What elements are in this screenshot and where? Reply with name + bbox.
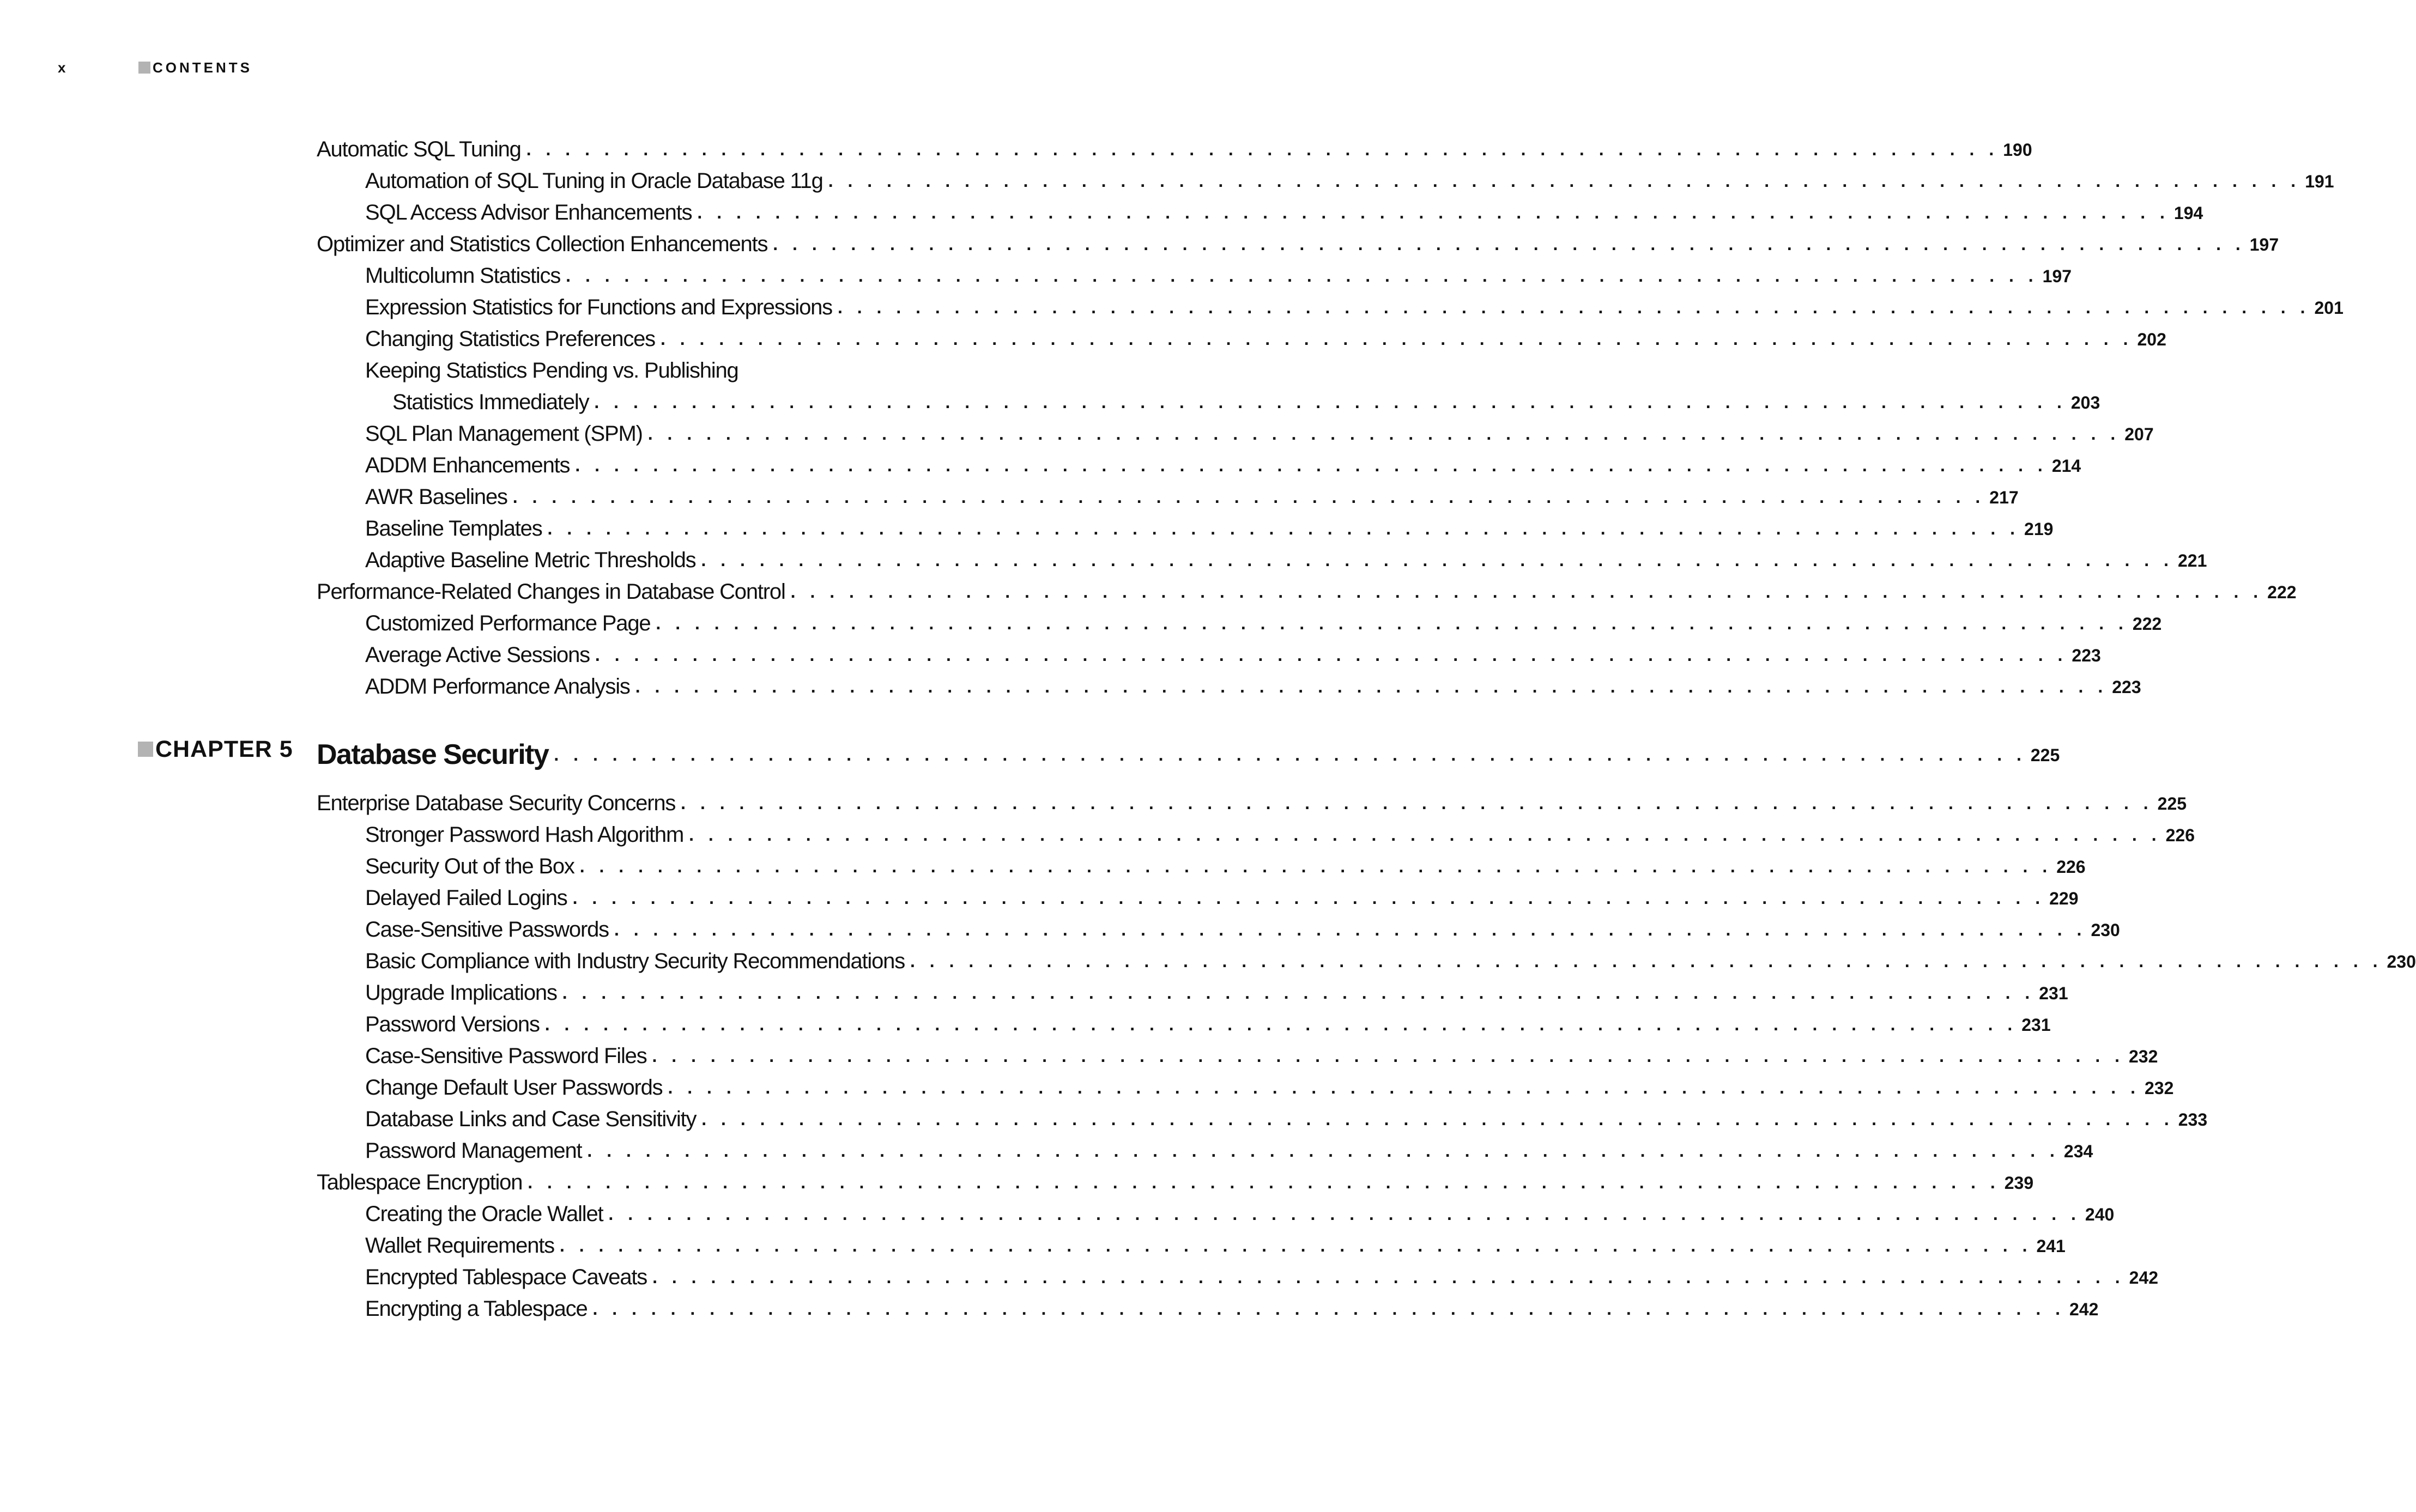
toc-entry[interactable] — [0, 162, 2334, 194]
toc-entry-title: Database Links and Case Sensitivity — [365, 1107, 697, 1131]
toc-entry-page: 231 — [2039, 983, 2068, 1003]
toc-entry-page: 240 — [2085, 1205, 2115, 1224]
toc-entry-title: Basic Compliance with Industry Security Recommendations — [365, 949, 905, 973]
toc-entry[interactable] — [0, 943, 2416, 974]
toc-entry-title: Encrypted Tablespace Caveats — [365, 1265, 647, 1289]
toc-entry-page: 217 — [1989, 488, 2019, 507]
toc-entry[interactable] — [0, 1132, 2093, 1164]
toc-entry[interactable] — [0, 911, 2120, 943]
toc-entry[interactable] — [0, 194, 2203, 226]
toc-entry[interactable] — [0, 785, 2187, 816]
chapter-title: Database Security — [317, 739, 549, 770]
gray-square-bullet-icon — [138, 62, 150, 74]
dot-leader: . . . . . . . . . . . . . . . . . . . . . . . . . . . . . . . . . . . . . . . . . . . . . . . . . . . . . . . . . . . . . . . . . . . . . . . . . . . . — [790, 582, 2263, 602]
toc-entry-title: Upgrade Implications — [365, 981, 557, 1005]
toc-entry-page: 241 — [2036, 1236, 2066, 1256]
dot-leader: . . . . . . . . . . . . . . . . . . . . . . . . . . . . . . . . . . . . . . . . . . . . . . . . . . . . . . . . . . . . . . . . . . . . . . . . . . . . — [660, 329, 2133, 349]
chapter-entry[interactable] — [0, 733, 2060, 770]
toc-entry-page: 219 — [2024, 519, 2054, 539]
toc-entry-title: Optimizer and Statistics Collection Enhancements — [317, 232, 768, 256]
toc-entry-page: 202 — [2137, 330, 2166, 349]
dot-leader: . . . . . . . . . . . . . . . . . . . . . . . . . . . . . . . . . . . . . . . . . . . . . . . . . . . . . . . . . . . . . . . . . . . . . . . . . . . . — [547, 519, 2020, 538]
toc-entry-title: Statistics Immediately — [392, 390, 589, 414]
toc-entry-page: 242 — [2069, 1300, 2099, 1319]
dot-leader: . . . . . . . . . . . . . . . . . . . . . . . . . . . . . . . . . . . . . . . . . . . . . . . . . . . . . . . . . . . . . . . . . . . . . . . . . . . . — [689, 825, 2161, 845]
chapter-page: 225 — [2030, 745, 2060, 765]
toc-entry[interactable] — [0, 289, 2344, 320]
toc-entry-page: 203 — [2070, 393, 2100, 412]
toc-entry-title: Enterprise Database Security Concerns — [317, 791, 676, 815]
dot-leader: . . . . . . . . . . . . . . . . . . . . . . . . . . . . . . . . . . . . . . . . . . . . . . . . . . . . . . . . . . . . . . . . . . . . . . . . . . . . — [594, 392, 2067, 412]
toc-entry-page: 230 — [2091, 920, 2120, 940]
toc-entry[interactable] — [0, 1101, 2208, 1132]
dot-leader: . . . . . . . . . . . . . . . . . . . . . . . . . . . . . . . . . . . . . . . . . . . . . . . . . . . . . . . . . . . . . . . . . . . . . . . . . . . . — [575, 456, 2048, 475]
page-number: x — [58, 59, 66, 76]
dot-leader: . . . . . . . . . . . . . . . . . . . . . . . . . . . . . . . . . . . . . . . . . . . . . . . . . . . . . . . . . . . . . . . . . . . . . . . . . . . . — [579, 857, 2052, 876]
toc-entry-title: Case-Sensitive Password Files — [365, 1044, 647, 1068]
toc-entry-title: Wallet Requirements — [365, 1234, 554, 1258]
toc-entry-page: 223 — [2072, 646, 2101, 665]
toc-entry-title: Encrypting a Tablespace — [365, 1297, 588, 1321]
toc-entry-wrapped[interactable] — [0, 352, 1145, 384]
dot-leader: . . . . . . . . . . . . . . . . . . . . . . . . . . . . . . . . . . . . . . . . . . . . . . . . . . . . . . . . . . . . . . . . . . . . . . . . . . . . — [635, 677, 2108, 696]
toc-entry[interactable] — [0, 226, 2279, 257]
dot-leader: . . . . . . . . . . . . . . . . . . . . . . . . . . . . . . . . . . . . . . . . . . . . . . . . . . . . . . . . . . . . . . . . . . . . . . . . . . . . — [773, 234, 2245, 254]
toc-entry-title: SQL Access Advisor Enhancements — [365, 201, 692, 224]
dot-leader: . . . . . . . . . . . . . . . . . . . . . . . . . . . . . . . . . . . . . . . . . . . . . . . . . . . . . . . . . . . . . . . . . . . . . . . . . . . . — [652, 1267, 2125, 1287]
toc-entry-title: ADDM Performance Analysis — [365, 675, 630, 699]
toc-entry-page: 232 — [2129, 1047, 2158, 1066]
toc-entry[interactable] — [0, 573, 2297, 605]
dot-leader: . . . . . . . . . . . . . . . . . . . . . . . . . . . . . . . . . . . . . . . . . . . . . . . . . . . . . . . . . . . . . . . . . . . . . . . . . . . . — [595, 645, 2068, 665]
toc-entry[interactable] — [0, 1259, 2158, 1290]
toc-entry[interactable] — [0, 1290, 2099, 1322]
dot-leader: . . . . . . . . . . . . . . . . . . . . . . . . . . . . . . . . . . . . . . . . . . . . . . . . . . . . . . . . . . . . . . . . . . . . . . . . . . . . — [544, 1015, 2018, 1034]
toc-entry-title: Automation of SQL Tuning in Oracle Database 11g — [365, 169, 823, 193]
dot-leader: . . . . . . . . . . . . . . . . . . . . . . . . . . . . . . . . . . . . . . . . . . . . . . . . . . . . . . . . . . . . . . . . . . . . . . . . . . . . — [647, 424, 2121, 444]
toc-entry-title: Performance-Related Changes in Database Control — [317, 580, 785, 604]
toc-entry-page: 231 — [2021, 1015, 2051, 1035]
dot-leader: . . . . . . . . . . . . . . . . . . . . . . . . . . . . . . . . . . . . . . . . . . . . . . . . . . . . . . . . . . . . . . . . . . . . . . . . . . . . — [587, 1141, 2060, 1161]
toc-entry-title: Stronger Password Hash Algorithm — [365, 823, 684, 847]
dot-leader: . . . . . . . . . . . . . . . . . . . . . . . . . . . . . . . . . . . . . . . . . . . . . . . . . . . . . . . . . . . . . . . . . . . . . . . . . . . . — [910, 951, 2383, 971]
dot-leader: . . . . . . . . . . . . . . . . . . . . . . . . . . . . . . . . . . . . . . . . . . . . . . . . . . . . . . . . . . . . . . . . . . . . . . . . . . . . — [608, 1204, 2081, 1224]
toc-entry[interactable] — [0, 384, 2100, 415]
toc-entry[interactable] — [0, 478, 2019, 510]
toc-entry[interactable] — [0, 668, 2141, 700]
toc-entry-title: Baseline Templates — [365, 517, 542, 541]
dot-leader: . . . . . . . . . . . . . . . . . . . . . . . . . . . . . . . . . . . . . . . . . . . . . . . . . . . . . . . . . . . . . . . . . . . . . . . . . . . . — [512, 487, 1985, 507]
dot-leader: . . . . . . . . . . . . . . . . . . . . . . . . . . . . . . . . . . . . . . . . . . . . . . . . . . . . . . . . . . . . . . . . . . . . . . . . . . . . — [554, 745, 2026, 764]
dot-leader: . . . . . . . . . . . . . . . . . . . . . . . . . . . . . . . . . . . . . . . . . . . . . . . . . . . . . . . . . . . . . . . . . . . . . . . . . . . . — [837, 297, 2310, 317]
toc-entry[interactable] — [0, 1195, 2115, 1227]
dot-leader: . . . . . . . . . . . . . . . . . . . . . . . . . . . . . . . . . . . . . . . . . . . . . . . . . . . . . . . . . . . . . . . . . . . . . . . . . . . . — [656, 614, 2128, 633]
toc-entry-page: 234 — [2063, 1141, 2093, 1161]
toc-entry-title: SQL Plan Management (SPM) — [365, 422, 643, 446]
toc-entry[interactable] — [0, 1006, 2051, 1037]
toc-entry-page: 190 — [2003, 140, 2032, 160]
toc-entry-page: 225 — [2157, 794, 2187, 813]
dot-leader: . . . . . . . . . . . . . . . . . . . . . . . . . . . . . . . . . . . . . . . . . . . . . . . . . . . . . . . . . . . . . . . . . . . . . . . . . . . . — [566, 266, 2038, 286]
toc-entry-title: Expression Statistics for Functions and Expressions — [365, 295, 832, 319]
toc-entry[interactable] — [0, 1037, 2158, 1069]
toc-entry[interactable] — [0, 257, 2072, 289]
toc-entry-title: Multicolumn Statistics — [365, 264, 561, 288]
toc-entry-page: 226 — [2056, 857, 2086, 877]
toc-entry-page: 230 — [2387, 952, 2416, 971]
toc-entry-title: Delayed Failed Logins — [365, 886, 567, 910]
toc-entry-title: Password Versions — [365, 1012, 540, 1036]
dot-leader: . . . . . . . . . . . . . . . . . . . . . . . . . . . . . . . . . . . . . . . . . . . . . . . . . . . . . . . . . . . . . . . . . . . . . . . . . . . . — [681, 793, 2153, 813]
dot-leader: . . . . . . . . . . . . . . . . . . . . . . . . . . . . . . . . . . . . . . . . . . . . . . . . . . . . . . . . . . . . . . . . . . . . . . . . . . . . — [652, 1046, 2124, 1066]
toc-entry[interactable] — [0, 542, 2207, 573]
toc-entry[interactable] — [0, 879, 2079, 911]
toc-entry-page: 197 — [2042, 266, 2072, 286]
toc-entry-page: 242 — [2129, 1268, 2158, 1288]
dot-leader: . . . . . . . . . . . . . . . . . . . . . . . . . . . . . . . . . . . . . . . . . . . . . . . . . . . . . . . . . . . . . . . . . . . . . . . . . . . . — [614, 920, 2087, 939]
dot-leader: . . . . . . . . . . . . . . . . . . . . . . . . . . . . . . . . . . . . . . . . . . . . . . . . . . . . . . . . . . . . . . . . . . . . . . . . . . . . — [526, 139, 1999, 159]
toc-entry[interactable] — [0, 320, 2166, 352]
dot-leader: . . . . . . . . . . . . . . . . . . . . . . . . . . . . . . . . . . . . . . . . . . . . . . . . . . . . . . . . . . . . . . . . . . . . . . . . . . . . — [701, 550, 2173, 570]
toc-entry-page: 194 — [2173, 203, 2203, 223]
toc-entry-page: 229 — [2049, 889, 2079, 908]
dot-leader: . . . . . . . . . . . . . . . . . . . . . . . . . . . . . . . . . . . . . . . . . . . . . . . . . . . . . . . . . . . . . . . . . . . . . . . . . . . . — [572, 888, 2045, 908]
toc-entry-title: Average Active Sessions — [365, 643, 590, 667]
toc-entry-page: 221 — [2177, 551, 2207, 570]
toc-entry-page: 223 — [2112, 677, 2141, 697]
dot-leader: . . . . . . . . . . . . . . . . . . . . . . . . . . . . . . . . . . . . . . . . . . . . . . . . . . . . . . . . . . . . . . . . . . . . . . . . . . . . — [668, 1078, 2140, 1097]
toc-entry-title: Creating the Oracle Wallet — [365, 1202, 603, 1226]
dot-leader: . . . . . . . . . . . . . . . . . . . . . . . . . . . . . . . . . . . . . . . . . . . . . . . . . . . . . . . . . . . . . . . . . . . . . . . . . . . . — [697, 203, 2170, 222]
toc-entry-page: 197 — [2249, 235, 2279, 254]
toc-entry-title: Adaptive Baseline Metric Thresholds — [365, 548, 696, 572]
toc-entry-page: 207 — [2124, 424, 2154, 444]
dot-leader: . . . . . . . . . . . . . . . . . . . . . . . . . . . . . . . . . . . . . . . . . . . . . . . . . . . . . . . . . . . . . . . . . . . . . . . . . . . . — [528, 1173, 2000, 1192]
toc-entry-title: ADDM Enhancements — [365, 453, 570, 477]
toc-entry[interactable] — [0, 510, 2054, 542]
toc-entry[interactable] — [0, 131, 2032, 162]
toc-entry[interactable] — [0, 1164, 2034, 1195]
dot-leader: . . . . . . . . . . . . . . . . . . . . . . . . . . . . . . . . . . . . . . . . . . . . . . . . . . . . . . . . . . . . . . . . . . . . . . . . . . . . — [562, 983, 2035, 1003]
toc-entry[interactable] — [0, 1069, 2174, 1101]
toc-entry[interactable] — [0, 816, 2195, 848]
toc-entry-title: Change Default User Passwords — [365, 1076, 663, 1100]
toc-entry-title: Changing Statistics Preferences — [365, 327, 655, 351]
dot-leader: . . . . . . . . . . . . . . . . . . . . . . . . . . . . . . . . . . . . . . . . . . . . . . . . . . . . . . . . . . . . . . . . . . . . . . . . . . . . — [592, 1299, 2065, 1319]
toc-entry[interactable] — [0, 605, 2162, 636]
toc-entry-title: AWR Baselines — [365, 485, 507, 509]
toc-entry-page: 233 — [2178, 1110, 2208, 1130]
chapter-number: CHAPTER 5 — [155, 736, 293, 762]
toc-entry-page: 191 — [2305, 172, 2334, 191]
toc-entry-title: Automatic SQL Tuning — [317, 137, 521, 161]
toc-entry-title: Security Out of the Box — [365, 854, 574, 878]
toc-entry-title: Keeping Statistics Pending vs. Publishing — [365, 359, 738, 382]
dot-leader: . . . . . . . . . . . . . . . . . . . . . . . . . . . . . . . . . . . . . . . . . . . . . . . . . . . . . . . . . . . . . . . . . . . . . . . . . . . . — [559, 1236, 2032, 1255]
toc-entry-title: Tablespace Encryption — [317, 1170, 523, 1194]
toc-entry-page: 239 — [2004, 1173, 2034, 1193]
toc-entry-page: 226 — [2165, 825, 2195, 845]
toc-entry-page: 222 — [2132, 614, 2162, 634]
toc-entry[interactable] — [0, 974, 2068, 1006]
dot-leader: . . . . . . . . . . . . . . . . . . . . . . . . . . . . . . . . . . . . . . . . . . . . . . . . . . . . . . . . . . . . . . . . . . . . . . . . . . . . — [701, 1109, 2174, 1129]
running-head-title: CONTENTS — [153, 59, 252, 76]
toc-entry[interactable] — [0, 1227, 2066, 1259]
toc-entry[interactable] — [0, 447, 2081, 478]
toc-entry-page: 201 — [2314, 298, 2344, 318]
toc-entry[interactable] — [0, 636, 2101, 668]
toc-entry-page: 214 — [2051, 456, 2081, 476]
toc-entry[interactable] — [0, 848, 2086, 879]
toc-entry-title: Customized Performance Page — [365, 611, 651, 635]
toc-entry-title: Case-Sensitive Passwords — [365, 918, 609, 942]
toc-entry[interactable] — [0, 415, 2154, 447]
toc-entry-page: 222 — [2267, 582, 2297, 602]
toc-entry-page: 232 — [2144, 1078, 2174, 1098]
toc-entry-title: Password Management — [365, 1139, 582, 1163]
dot-leader: . . . . . . . . . . . . . . . . . . . . . . . . . . . . . . . . . . . . . . . . . . . . . . . . . . . . . . . . . . . . . . . . . . . . . . . . . . . . — [828, 171, 2301, 191]
running-head — [58, 58, 252, 77]
